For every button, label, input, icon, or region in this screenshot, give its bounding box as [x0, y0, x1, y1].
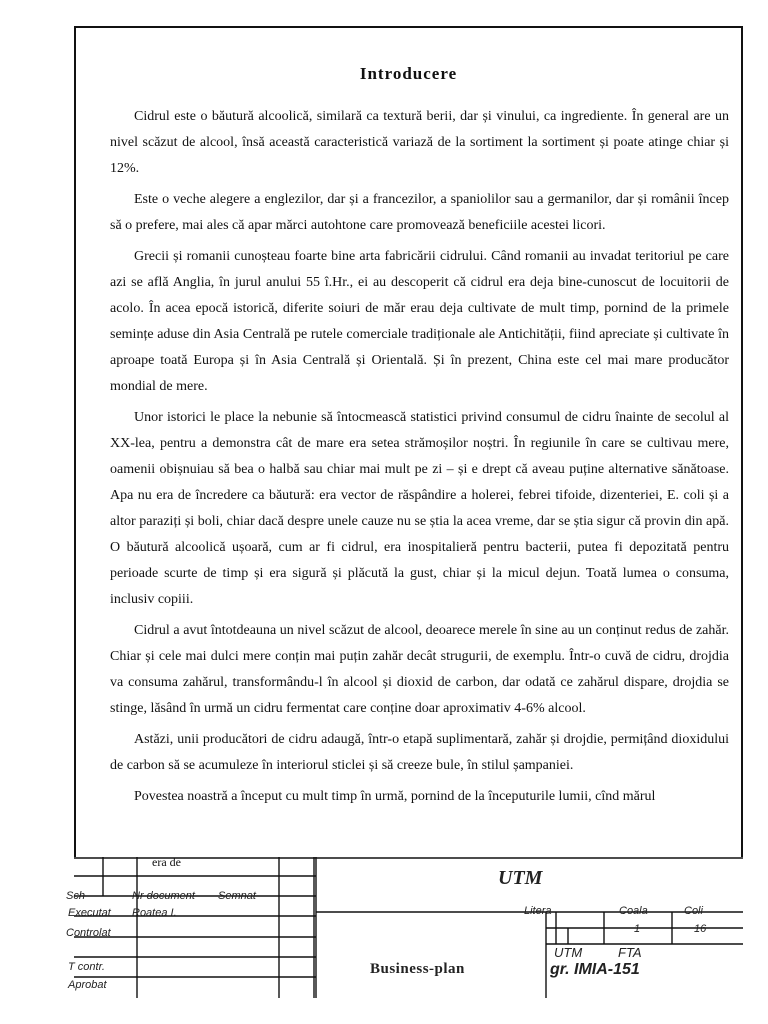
- document-title: Introducere: [359, 64, 458, 83]
- paragraph: Cidrul a avut întotdeauna un nivel scăzut de alcool, deoarece merele în sine au un conținut redus de zahăr. Chiar și cele mai dulci mere conțin mai puțin zahăr decât strugurii, de exemplu. Într-o cuvă de cidru, drojdia va consuma zahărul, transformându-l în alcool și dioxid de carbon, dar odată ce zahărul dispare, drojdia se stinge, lăsând în urmă un cidru fermentat care conține doar aproximativ 4-6% alcool.: [110, 623, 729, 716]
- label-controlat: Controlat: [66, 927, 111, 939]
- paragraph: Este o veche alegere a englezilor, dar și a francezilor, a spaniolilor sau a germanilor, dar și românii încep să o prefere, mai ales că apar mărci autohtone care promovează beneficiile acestei licori.: [110, 192, 729, 233]
- label-aprobat: Aprobat: [68, 979, 107, 991]
- faculty-university: UTM: [554, 945, 583, 960]
- paragraph: Cidrul este o băutură alcoolică, similară ca textură berii, dar și vinului, ca ingrediente. În general are un nivel scăzut de alcool, însă această caracteristică variază de la sortiment la sortiment și poate atinge chiar și 12%.: [110, 109, 729, 176]
- sheet-number: 1: [634, 923, 641, 935]
- paragraph: Unor istorici le place la nebunie să întocmească statistici privind consumul de cidru înainte de secolul al XX-lea, pentru a demonstra cât de mare era setea strămoșilor noștri. În regiunile în care se cultivau mere, oamenii obișnuiau să bea o halbă sau chiar mai mult pe zi – și e drept că aveau puține alternative sănătoase. Apa nu era de încredere ca băutură: era vector de răspândire a holerei, febrei tifoide, dizenteriei, E. coli și a altor paraziți și boli, chiar dacă despre unele cauze nu se știa la acea vreme, dar se știa sigur că provin din apă. O băutură alcoolică ușoară, cum ar fi cidrul, era inospitalieră pentru bacterii, putea fi depozitată pentru perioade scurte de timp și era sigură și plăcută la gust, chiar și la micul dejun. Toată lumea o consuma, inclusiv copiii.: [110, 410, 729, 607]
- label-nr-document: Nr document: [132, 890, 195, 902]
- group-code: gr. IMIA-151: [550, 961, 640, 978]
- label-t-contr: T contr.: [68, 961, 105, 973]
- document-body: [110, 104, 729, 815]
- overflow-text: era de: [152, 855, 181, 869]
- paragraph: Astăzi, unii producători de cidru adaugă, într-o etapă suplimentară, zahăr și drojdie, permițând dioxidului de carbon să se acumuleze în interiorul sticlei și să creeze bule, în stilul șampaniei.: [110, 732, 729, 773]
- title-block: [66, 855, 743, 998]
- org-name: UTM: [498, 867, 543, 889]
- sheet-count: 16: [694, 923, 707, 935]
- label-coli: Coli: [684, 905, 703, 917]
- faculty-code: FTA: [618, 945, 642, 960]
- label-litera: Litera: [524, 905, 552, 917]
- paragraph: Povestea noastră a început cu mult timp în urmă, pornind de la începuturile lumii, cînd mărul: [134, 789, 656, 804]
- document-type: Business-plan: [370, 961, 465, 977]
- executat-name: Roatea I.: [132, 907, 177, 919]
- label-semnat: Semnat: [218, 890, 256, 902]
- paragraph: Grecii și romanii cunoșteau foarte bine arta fabricării cidrului. Când romanii au invadat teritoriul pe care azi se află Anglia, în jurul anului 55 î.Hr., ei au descoperit că cidrul era deja bine-cunoscut de locuitorii de acolo. În acea epocă istorică, diferite soiuri de măr erau deja cultivate de mult timp, pornind de la primele semințe aduse din Asia Centrală pe rutele comerciale tradiționale ale Antichității, fiind apreciate și cultivate în aproape toată Europa și în Asia Centrală și Orientală. Și în prezent, China este cel mai mare producător mondial de mere.: [110, 249, 729, 394]
- label-executat: Executat: [68, 907, 111, 919]
- label-coala: Coala: [619, 905, 648, 917]
- label-sch: Sch: [66, 890, 85, 902]
